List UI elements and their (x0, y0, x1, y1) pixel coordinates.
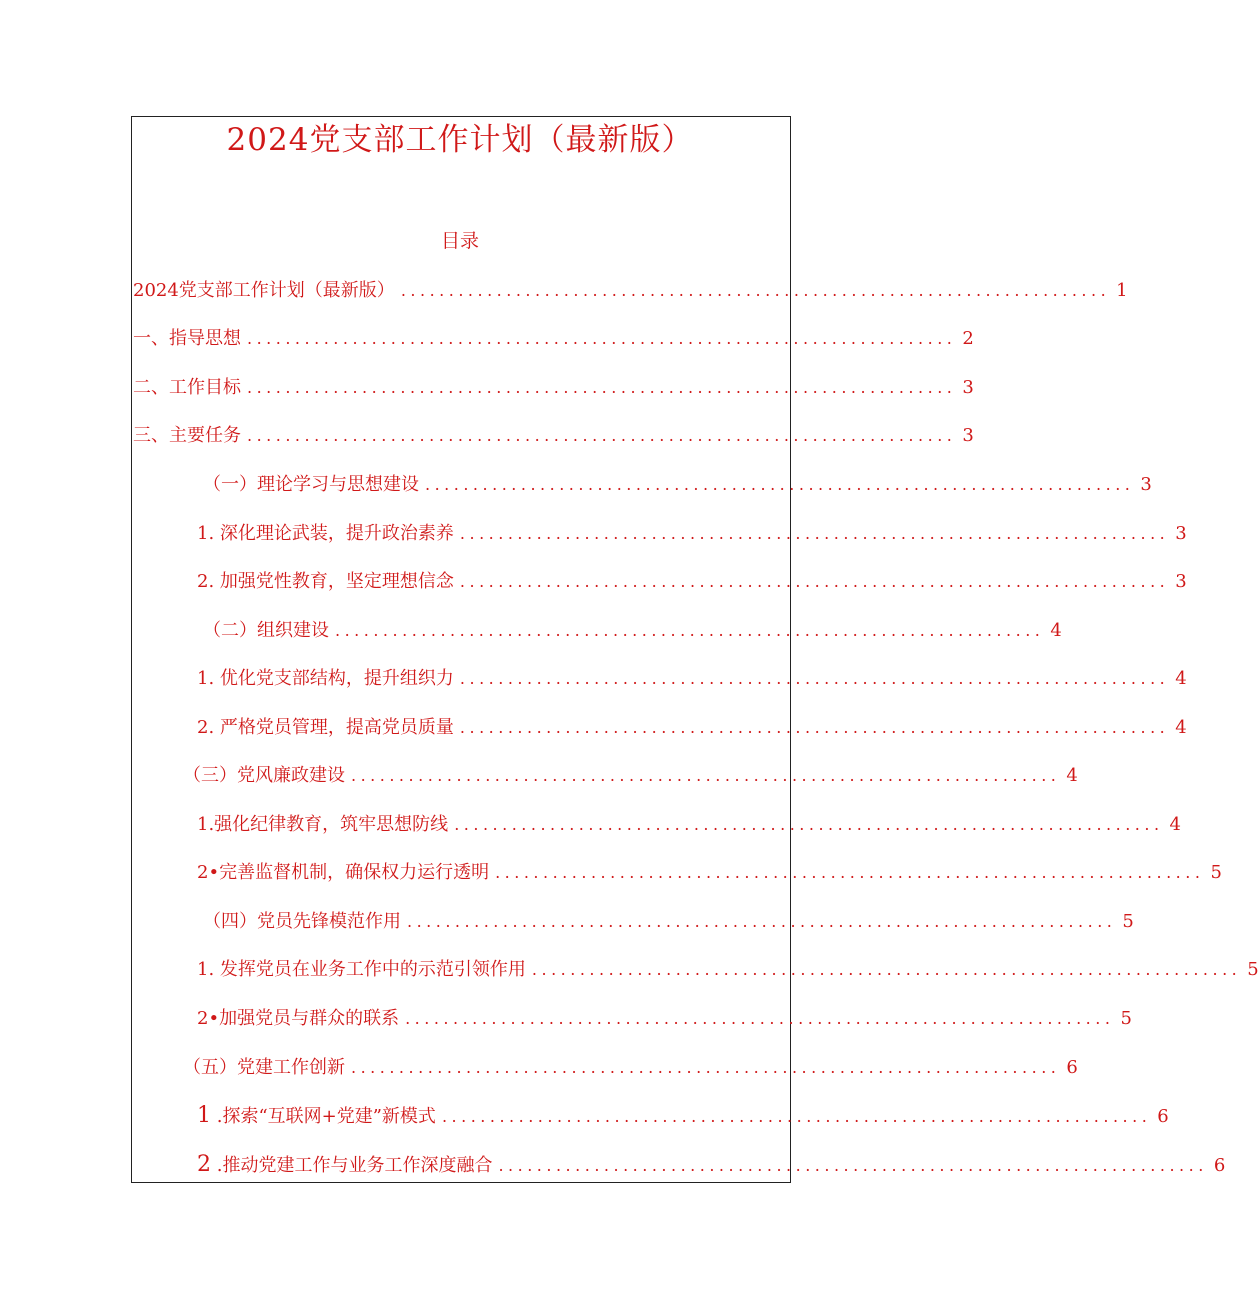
toc-entry-label (197, 1102, 436, 1131)
toc-entry-page: 4 (1175, 668, 1187, 689)
toc-entry-label: 2. 严格党员管理，提高党员质量 (197, 717, 454, 738)
toc-entry-page: 4 (1175, 717, 1187, 738)
toc-entry-section-5-item-2[interactable] (197, 1152, 1226, 1180)
toc-entry-page: 5 (1120, 1008, 1132, 1029)
toc-entry-section-2-item-2[interactable] (197, 714, 1187, 742)
toc-entry-page: 6 (1213, 1155, 1226, 1176)
toc-entry-page: 3 (1175, 571, 1187, 592)
toc-entry-page: 6 (1066, 1057, 1078, 1078)
toc-leader-dots: .......................................................................... (454, 815, 1164, 834)
toc-entry-section-4-item-2[interactable] (197, 1005, 1132, 1033)
toc-entry-main-tasks[interactable] (133, 422, 974, 450)
toc-entry-lead-number: 2 (197, 1152, 211, 1177)
toc-entry-label: （五）党建工作创新 (183, 1057, 345, 1078)
toc-entry-section-3-item-2[interactable] (197, 859, 1222, 887)
toc-entry-page: 3 (1175, 523, 1187, 544)
toc-entry-page: 3 (962, 377, 974, 398)
toc-entry-lead-number: 1 (197, 1103, 211, 1128)
toc-entry-page: 4 (1169, 814, 1181, 835)
toc-leader-dots: .......................................................................... (405, 1009, 1115, 1028)
toc-entry-section-2-item-1[interactable] (197, 665, 1187, 693)
toc-entry-label: 2024党支部工作计划（最新版） (133, 280, 395, 301)
toc-entry-section-3[interactable] (183, 762, 1078, 790)
document-title: 2024党支部工作计划（最新版） (226, 122, 694, 158)
toc-leader-dots: .......................................................................... (247, 426, 957, 445)
toc-leader-dots: .......................................................................... (335, 621, 1045, 640)
toc-leader-dots: .......................................................................... (441, 1107, 1152, 1126)
toc-entry-page: 4 (1050, 620, 1062, 641)
toc-entry-page: 5 (1247, 959, 1259, 980)
toc-entry-section-1-item-1[interactable] (197, 520, 1187, 548)
toc-leader-dots: .......................................................................... (459, 718, 1170, 737)
toc-leader-dots: .......................................................................... (498, 1156, 1208, 1175)
toc-entry-label: 三、主要任务 (133, 425, 241, 446)
toc-leader-dots: .......................................................................... (531, 960, 1242, 979)
toc-entry-label: （三）党风廉政建设 (183, 765, 345, 786)
toc-entry-label (197, 1151, 492, 1180)
toc-entry-label: （四）党员先锋模范作用 (203, 911, 401, 932)
toc-leader-dots: .......................................................................... (247, 329, 957, 348)
toc-leader-dots: .......................................................................... (459, 572, 1170, 591)
toc-leader-dots: .......................................................................... (459, 669, 1170, 688)
toc-entry-guiding-ideology[interactable] (133, 325, 974, 353)
toc-entry-section-3-item-1[interactable] (197, 811, 1181, 839)
toc-entry-page: 3 (962, 425, 974, 446)
toc-entry-section-2[interactable] (203, 617, 1062, 645)
toc-leader-dots: .......................................................................... (407, 912, 1117, 931)
toc-leader-dots: .......................................................................... (351, 1058, 1061, 1077)
toc-entry-label: 1. 优化党支部结构，提升组织力 (197, 668, 454, 689)
toc-entry-page: 4 (1066, 765, 1078, 786)
toc-leader-dots: .......................................................................... (425, 475, 1135, 494)
toc-entry-label: 1.强化纪律教育，筑牢思想防线 (197, 814, 449, 835)
toc-leader-dots: .......................................................................... (495, 863, 1205, 882)
toc-entry-label-text: .推动党建工作与业务工作深度融合 (211, 1155, 493, 1176)
toc-entry-work-goals[interactable] (133, 374, 974, 402)
toc-entry-label: 2•完善监督机制，确保权力运行透明 (197, 862, 490, 883)
toc-entry-title[interactable] (133, 277, 1128, 305)
toc-entry-label-text: .探索“互联网+党建”新模式 (211, 1106, 436, 1127)
toc-entry-page: 5 (1122, 911, 1134, 932)
toc-entry-section-1-item-2[interactable] (197, 568, 1187, 596)
toc-entry-section-1[interactable] (203, 471, 1152, 499)
toc-leader-dots: .......................................................................... (459, 524, 1170, 543)
toc-entry-label: 2•加强党员与群众的联系 (197, 1008, 400, 1029)
toc-entry-label: 一、指导思想 (133, 328, 241, 349)
toc-entry-page: 2 (962, 328, 974, 349)
toc-entry-label: （一）理论学习与思想建设 (203, 474, 419, 495)
toc-entry-page: 5 (1210, 862, 1222, 883)
toc-entry-label: 2. 加强党性教育，坚定理想信念 (197, 571, 454, 592)
toc-entry-page: 6 (1157, 1106, 1169, 1127)
toc-leader-dots: .......................................................................... (351, 766, 1061, 785)
toc-entry-section-5[interactable] (183, 1054, 1078, 1082)
toc-entry-section-4[interactable] (203, 908, 1134, 936)
toc-entry-section-4-item-1[interactable] (197, 956, 1259, 984)
toc-entry-label: 二、工作目标 (133, 377, 241, 398)
toc-entry-label: 1. 深化理论武装，提升政治素养 (197, 523, 454, 544)
toc-entry-section-5-item-1[interactable] (197, 1103, 1169, 1131)
toc-heading: 目录 (440, 230, 479, 252)
toc-entry-label: 1. 发挥党员在业务工作中的示范引领作用 (197, 959, 526, 980)
toc-entry-page: 3 (1140, 474, 1152, 495)
toc-entry-page: 1 (1116, 280, 1128, 301)
toc-leader-dots: .......................................................................... (400, 281, 1111, 300)
toc-entry-label: （二）组织建设 (203, 620, 329, 641)
toc-leader-dots: .......................................................................... (247, 378, 957, 397)
